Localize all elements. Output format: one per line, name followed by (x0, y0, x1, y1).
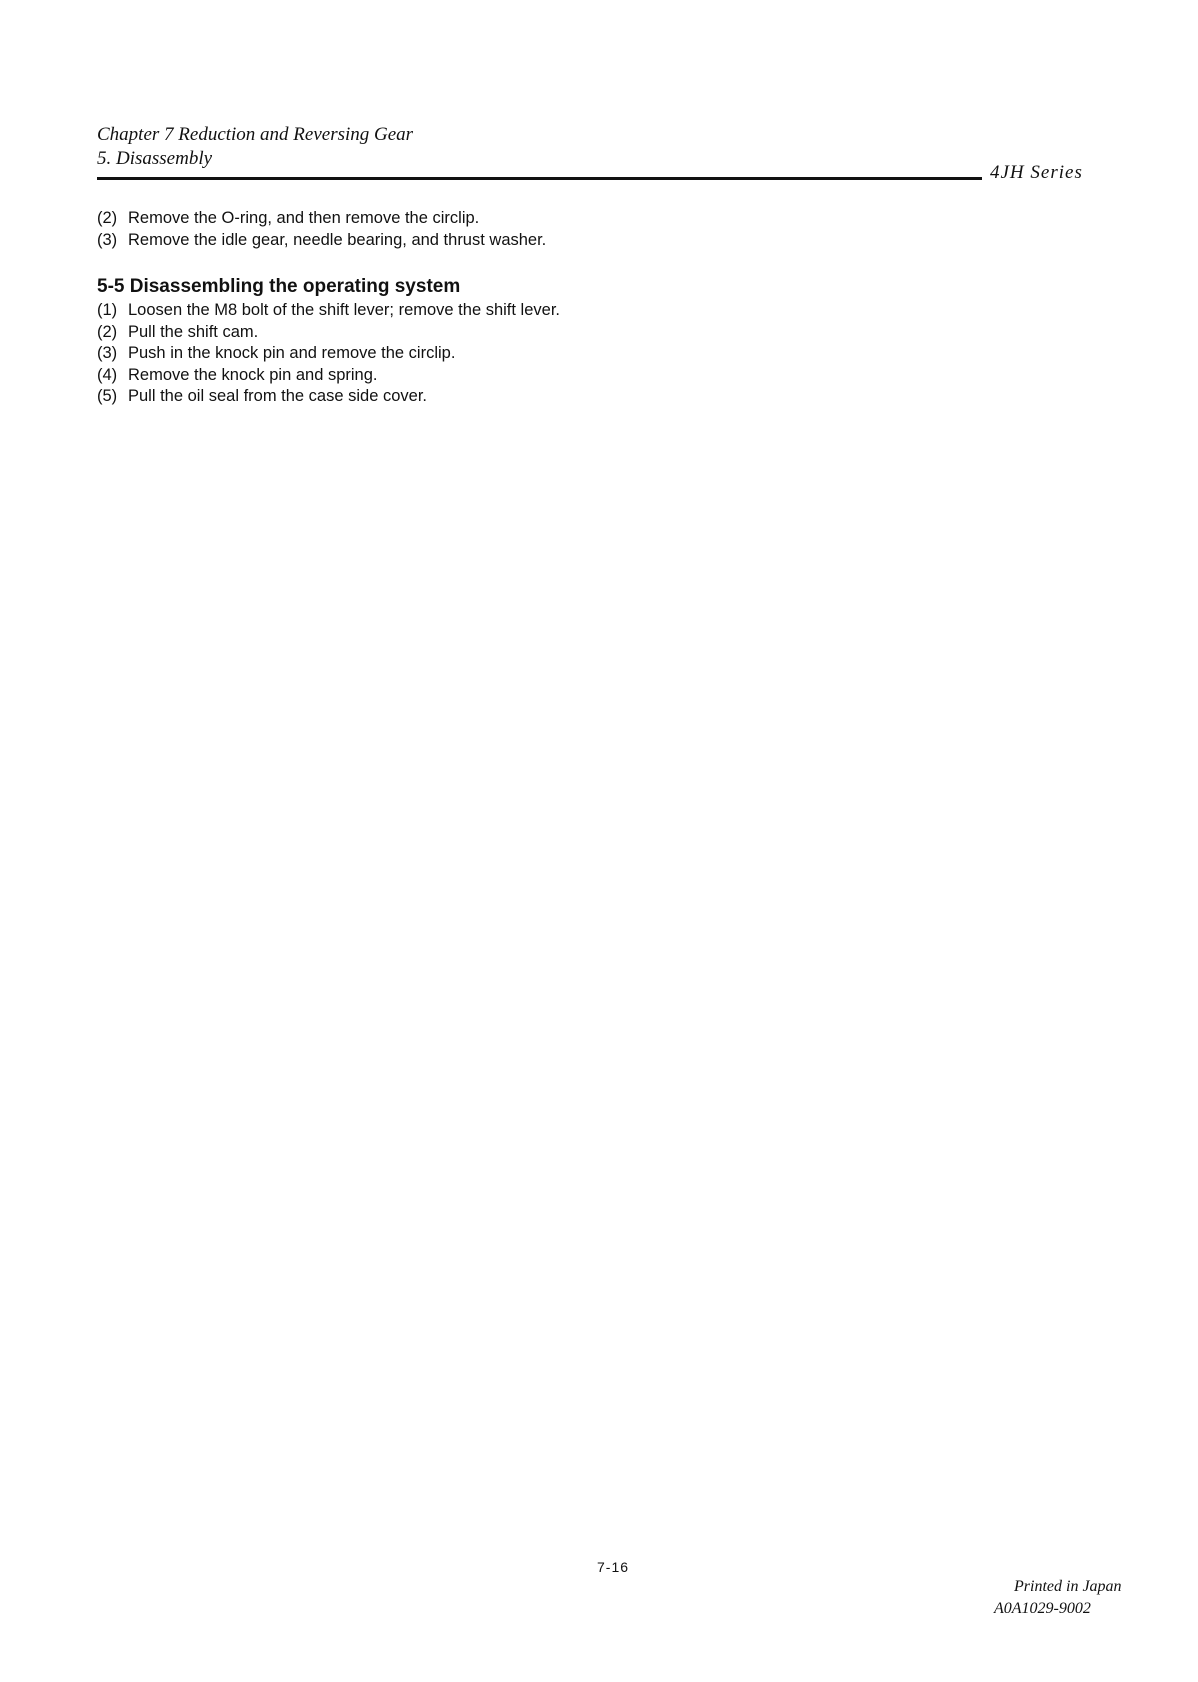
document-code: A0A1029-9002 (994, 1600, 1091, 1617)
step-text: Loosen the M8 bolt of the shift lever; remove the shift lever. (128, 301, 560, 319)
step-text: Pull the oil seal from the case side cover. (128, 387, 427, 405)
page-number: 7-16 (597, 1559, 630, 1575)
list-item (97, 386, 582, 408)
section-title: 5. Disassembly (97, 148, 213, 169)
list-item (97, 343, 582, 365)
step-number: (3) (97, 344, 118, 362)
step-number: (5) (97, 387, 118, 405)
section-heading: 5-5 Disassembling the operating system (97, 276, 461, 297)
step-text: Remove the O-ring, and then remove the circlip. (128, 209, 480, 227)
list-item (97, 365, 582, 387)
step-text: Push in the knock pin and remove the circlip. (128, 344, 456, 362)
step-number: (1) (97, 301, 118, 319)
step-text: Remove the knock pin and spring. (128, 365, 378, 384)
list-item (97, 300, 582, 322)
series-label: 4JH Series (990, 162, 1083, 183)
step-number: (2) (97, 209, 118, 227)
printed-in-label: Printed in Japan (1014, 1578, 1122, 1595)
header-rule (97, 177, 982, 180)
chapter-title: Chapter 7 Reduction and Reversing Gear (97, 124, 414, 145)
page-content (97, 208, 582, 408)
list-item (97, 322, 582, 344)
step-text: Remove the idle gear, needle bearing, and thrust washer. (128, 230, 547, 249)
step-number: (2) (97, 322, 118, 341)
list-item (97, 230, 582, 252)
step-text: Pull the shift cam. (128, 322, 259, 341)
step-number: (4) (97, 365, 118, 384)
page-header (97, 123, 413, 171)
step-number: (3) (97, 230, 118, 249)
list-item (97, 208, 582, 230)
